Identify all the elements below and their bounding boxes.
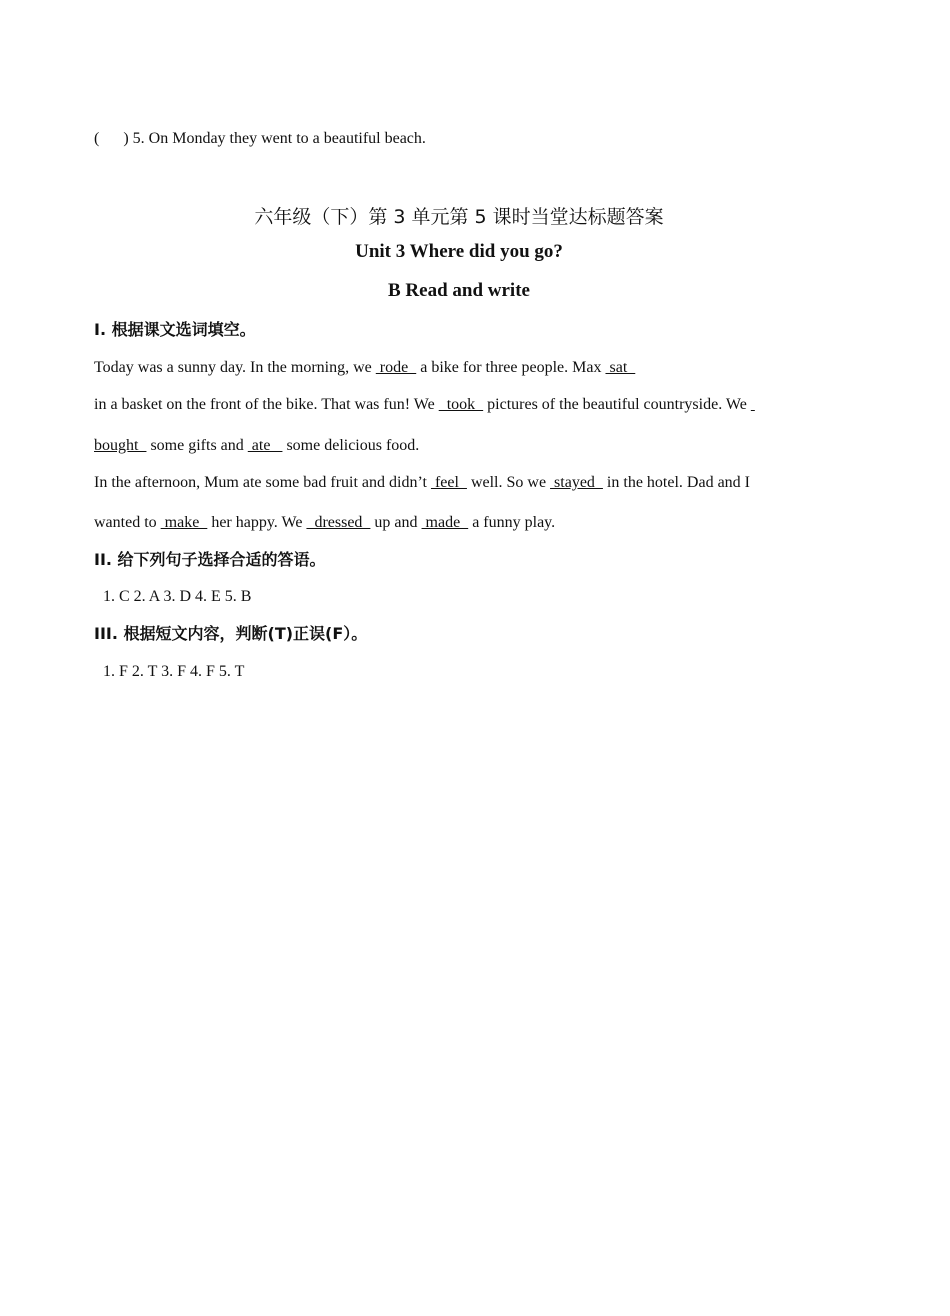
passage-line-4: In the afternoon, Mum ate some bad fruit and didn’t feel well. So we stayed in the hotel. Dad and I <box>94 474 750 491</box>
blank-answer: stayed <box>550 474 603 491</box>
answer-key-title: 六年级（下）第 3 单元第 5 课时当堂达标题答案 <box>254 206 664 228</box>
section-3-heading: III. 根据短文内容，判断(T)正误(F）。 <box>94 624 368 643</box>
passage-line-1: Today was a sunny day. In the morning, we rode a bike for three people. Max sat <box>94 359 636 376</box>
blank-answer: took <box>438 396 484 413</box>
blank-answer <box>751 396 755 413</box>
answer-paren: ( <box>94 130 100 147</box>
blank-answer: bought <box>94 437 147 454</box>
blank-answer: ate <box>247 437 283 454</box>
blank-answer: make <box>160 514 208 531</box>
blank-answer: sat <box>605 359 636 376</box>
lesson-title: B Read and write <box>388 280 530 301</box>
passage-line-3: bought some gifts and ate some delicious food. <box>94 437 420 454</box>
passage-line-5: wanted to make her happy. We dressed up and made a funny play. <box>94 514 556 531</box>
blank-answer: feel <box>430 474 467 491</box>
unit-title: Unit 3 Where did you go? <box>355 241 563 262</box>
section-3-answers: 1. F 2. T 3. F 4. F 5. T <box>103 663 245 680</box>
section-1-heading: I. 根据课文选词填空。 <box>94 320 256 339</box>
section-2-heading: II. 给下列句子选择合适的答语。 <box>94 550 326 569</box>
passage-line-2: in a basket on the front of the bike. That was fun! We took pictures of the beautiful countryside. We <box>94 395 755 415</box>
question-text: ) 5. On Monday they went to a beautiful beach. <box>123 130 426 147</box>
section-2-answers: 1. C 2. A 3. D 4. E 5. B <box>103 588 252 605</box>
blank-answer: made <box>421 514 469 531</box>
top-question-item <box>94 129 426 149</box>
blank-answer: rode <box>375 359 417 376</box>
blank-answer: dressed <box>306 514 371 531</box>
